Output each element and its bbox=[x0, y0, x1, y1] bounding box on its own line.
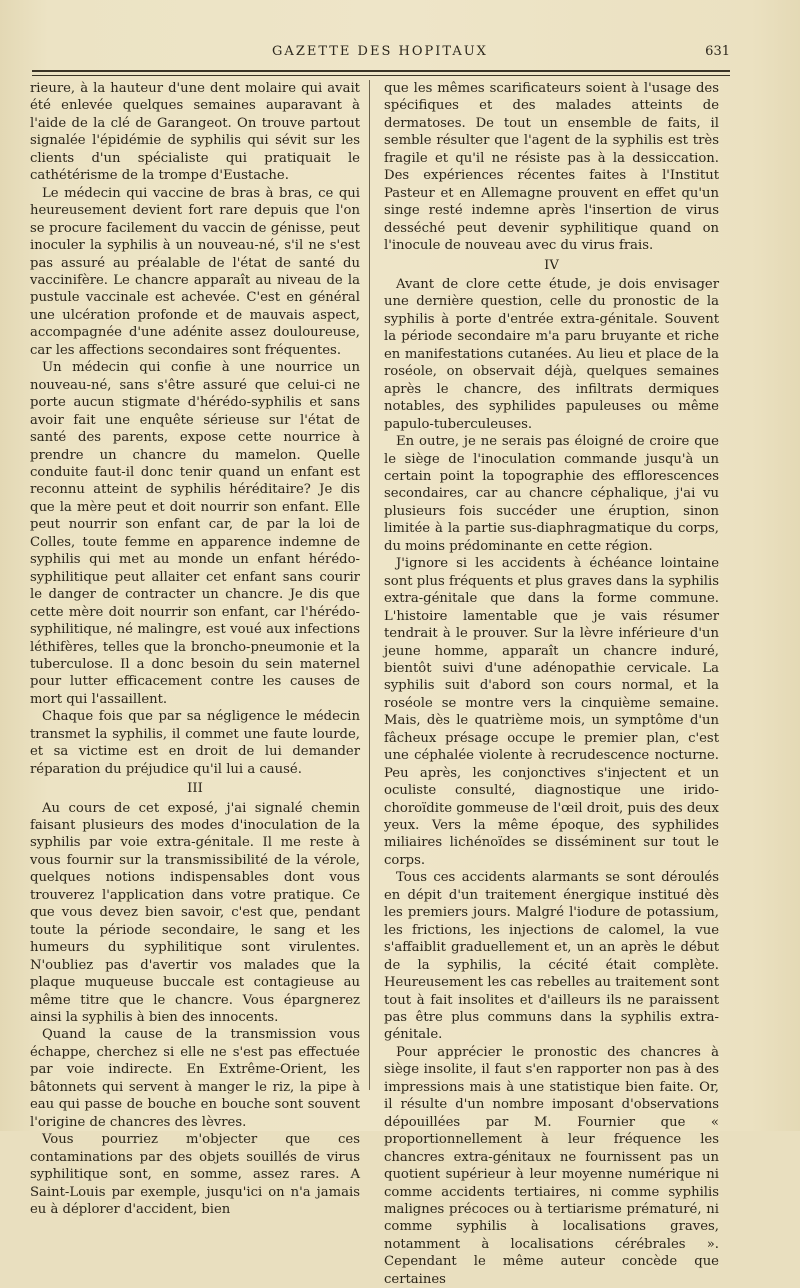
page-header bbox=[30, 44, 730, 64]
column-divider bbox=[369, 80, 370, 1090]
paragraph: Un médecin qui confie à une nourrice un nouveau-né, sans s'être assuré que celui-ci ne porte aucun stigmate d'hérédo-syphilis et sans avoir fait une enquête sérieuse sur l'état de santé des parents, expose cette nourrice à prendre un chancre du mamelon. Quelle conduite faut-il donc tenir quand un enfant est reconnu atteint de syphilis héréditaire? Je dis que la mère peut et doit nourrir son enfant. Elle peut nourrir son enfant car, de par la loi de Colles, toute femme en apparence indemne de syphilis qui met au monde un enfant hérédo-syphilitique peut allaiter cet enfant sans courir le danger de contracter un chancre. Je dis que cette mère doit nourrir son enfant, car l'hérédo-syphilitique, né malingre, est voué aux infections léthifères, telles que la broncho-pneumonie et la tuberculose. Il a donc besoin du sein maternel pour lutter efficacement contre les causes de mort qui l'assaillent. bbox=[30, 360, 360, 707]
paragraph: Avant de clore cette étude, je dois envisager une dernière question, celle du pronostic de la syphilis à porte d'entrée extra-génitale. Souvent la période secondaire m'a paru bruyante et riche en manifestations cutanées. Au lieu et place de la roséole, on observait déjà, quelques semaines après le chancre, des infiltrats dermiques notables, des syphilides papuleuses ou même papulo-tuberculeuses. bbox=[384, 276, 719, 432]
left-column bbox=[30, 80, 360, 1218]
header-rule-thick bbox=[32, 70, 730, 72]
paragraph: Pour apprécier le pronostic des chancres à siège insolite, il faut s'en rapporter non pas à des impressions mais à une statistique bien faite. Or, il résulte d'un nombre imposant d'observations dépouillées par M. Fournier que « proportionnellement à leur fréquence les chancres extra-génitaux ne fournissent pas un quotient supérieur à leur moyenne numérique ni comme accidents tertiaires, ni comme syphilis malignes précoces ou à tertiarisme prématuré, ni comme syphilis à localisations graves, notamment à localisations cérébrales ». Cependant le même auteur concède que certaines bbox=[384, 1044, 719, 1287]
paragraph: Quand la cause de la transmission vous échappe, cherchez si elle ne s'est pas effectuée par voie indirecte. En Extrême-Orient, les bâtonnets qui servent à manger le riz, la pipe à eau qui passe de bouche en bouche sont souvent l'origine de chancres des lèvres. bbox=[30, 1027, 360, 1130]
paragraph: J'ignore si les accidents à échéance lointaine sont plus fréquents et plus graves dans la syphilis extra-génitale que dans la forme commune. L'histoire lamentable que je vais résumer tendrait à le prouver. Sur la lèvre inférieure d'un jeune homme, apparaît un chancre induré, bientôt suivi d'une adénopathie cervicale. La syphilis suit d'abord son cours normal, et la roséole se montre vers la cinquième semaine. Mais, dès le quatrième mois, un symptôme d'un fâcheux présage occupe le premier plan, c'est une céphalée violente à recrudescence nocturne. Peu après, les conjonctives s'injectent et un oculiste consulté, diagnostique une irido-choroïdite gommeuse de l'œil droit, puis des deux yeux. Vers la même époque, des syphilides miliaires lichénoïdes se disséminent sur tout le corps. bbox=[384, 556, 719, 868]
paragraph: Le médecin qui vaccine de bras à bras, ce qui heureusement devient fort rare depuis que l'on se procure facilement du vaccin de génisse, peut inoculer la syphilis à un nouveau-né, s'il ne s'est pas assuré au préalable de l'état de santé du vaccinifère. Le chancre apparaît au niveau de la pustule vaccinale est achevée. C'est en général une ulcération profonde et de mauvais aspect, accompagnée d'une adénite assez douloureuse, car les affections secondaires sont fréquentes. bbox=[30, 185, 360, 358]
paragraph: Au cours de cet exposé, j'ai signalé chemin faisant plusieurs des modes d'inoculation de la syphilis par voie extra-génitale. Il me reste à vous fournir sur la transmissibilité de la vérole, quelques notions indispensables dont vous trouverez l'application dans votre pratique. Ce que vous devez bien savoir, c'est que, pendant toute la période secondaire, le sang et les humeurs du syphilitique sont virulentes. N'oubliez pas d'avertir vos malades que la plaque muqueuse buccale est contagieuse au même titre que le chancre. Vous épargnerez ainsi la syphilis à bien des innocents. bbox=[30, 800, 360, 1026]
paragraph: Vous pourriez m'objecter que ces contaminations par des objets souillés de virus syphilitique sont, en somme, assez rares. A Saint-Louis par exemple, jusqu'ici on n'a jamais eu à déplorer d'accident, bien bbox=[30, 1132, 360, 1217]
paragraph: que les mêmes scarificateurs soient à l'usage des spécifiques et des malades atteints de dermatoses. De tout un ensemble de faits, il semble résulter que l'agent de la syphilis est très fragile et qu'il ne résiste pas à la dessiccation. Des expériences récentes faites à l'Institut Pasteur et en Allemagne prouvent en effet qu'un singe resté indemne après l'insertion de virus desséché peut devenir syphilitique quand on l'inocule de nouveau avec du virus frais. bbox=[384, 81, 719, 254]
paragraph: Tous ces accidents alarmants se sont déroulés en dépit d'un traitement énergique institué dès les premiers jours. Malgré l'iodure de potassium, les frictions, les injections de calomel, la vue s'affaiblit graduellement et, un an après le début de la syphilis, la cécité était complète. Heureusement les cas rebelles au traitement sont tout à fait insolites et d'ailleurs ils ne paraissent pas être plus communs dans la syphilis extra-génitale. bbox=[384, 870, 719, 1043]
header-rule-thin bbox=[32, 75, 730, 76]
right-column bbox=[384, 80, 719, 1288]
paragraph: rieure, à la hauteur d'une dent molaire qui avait été enlevée quelques semaines auparavant à l'aide de la clé de Garangeot. On trouve partout signalée l'épidémie de syphilis qui sévit sur les clients d'un spécialiste qui pratiquait le cathétérisme de la trompe d'Eustache. bbox=[30, 81, 360, 184]
section-heading: IV bbox=[544, 257, 559, 273]
paragraph: Chaque fois que par sa négligence le médecin transmet la syphilis, il commet une faute lourde, et sa victime est en droit de lui demander réparation du préjudice qu'il lui a causé. bbox=[30, 709, 360, 777]
paragraph: En outre, je ne serais pas éloigné de croire que le siège de l'inoculation commande jusqu'à un certain point la topographie des efflorescences secondaires, car au chancre céphalique, j'ai vu plusieurs fois succéder une éruption, sinon limitée à la partie sus-diaphragmatique du corps, du moins prédominante en cette région. bbox=[384, 434, 719, 554]
journal-title: GAZETTE DES HOPITAUX bbox=[272, 44, 488, 59]
page-number: 631 bbox=[705, 44, 730, 59]
section-heading: III bbox=[187, 781, 203, 797]
